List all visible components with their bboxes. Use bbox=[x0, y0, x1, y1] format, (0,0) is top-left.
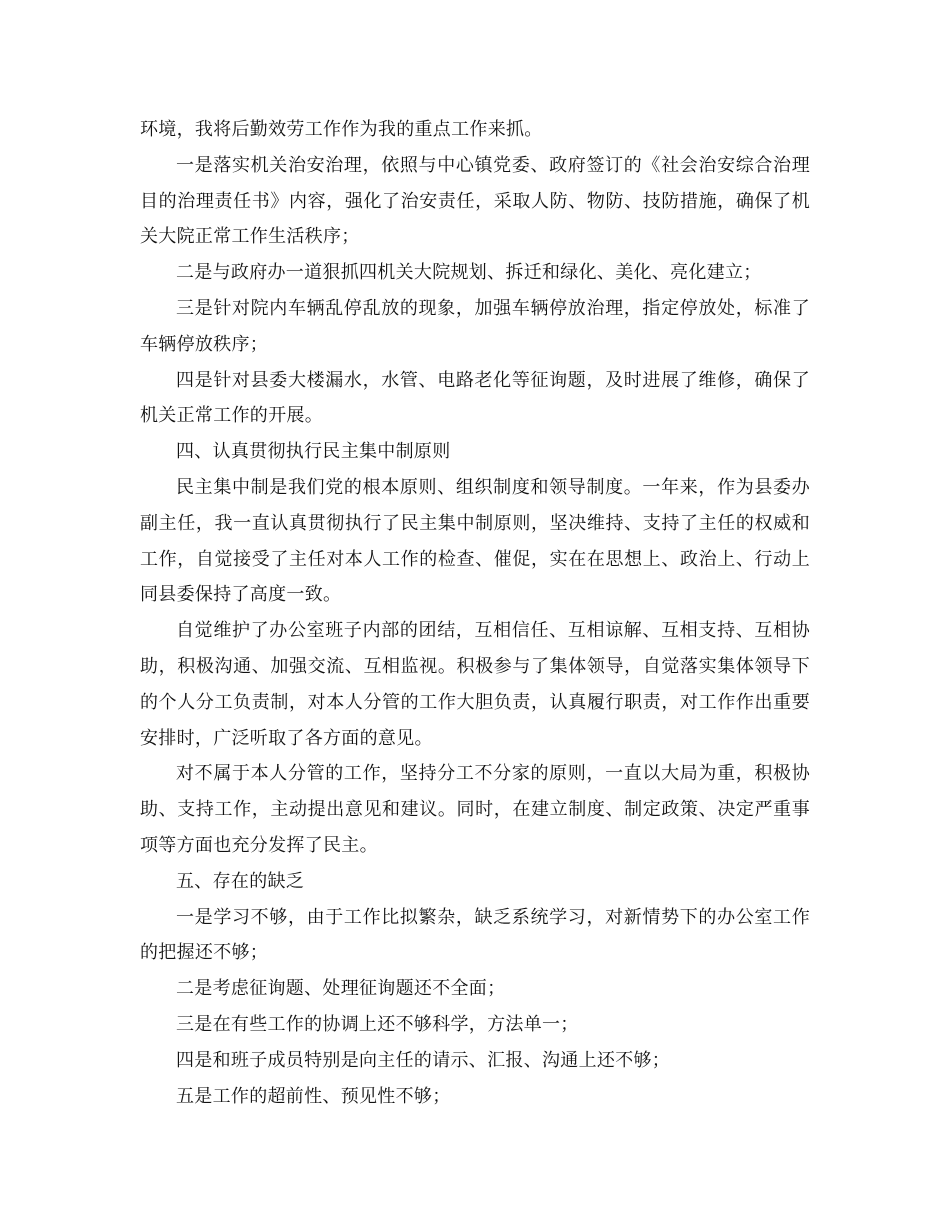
section-heading-5: 五、存在的缺乏 bbox=[176, 870, 305, 892]
document-body bbox=[140, 112, 810, 1114]
shortcoming-item-4: 四是和班子成员特别是向主任的请示、汇报、沟通上还不够； bbox=[176, 1049, 671, 1071]
paragraph-item-3: 三是针对院内车辆乱停乱放的现象，加强车辆停放治理，指定停放处，标准了车辆停放秩序； bbox=[140, 297, 810, 355]
paragraph-cooperation: 对不属于本人分管的工作，坚持分工不分家的原则，一直以大局为重，积极协助、支持工作，主动提出意见和建议。同时，在建立制度、制定政策、决定严重事项等方面也充分发挥了民主。 bbox=[140, 763, 810, 856]
shortcoming-item-5: 五是工作的超前性、预见性不够； bbox=[176, 1085, 451, 1107]
paragraph-continuation: 环境，我将后勤效劳工作作为我的重点工作来抓。 bbox=[140, 119, 543, 140]
paragraph-item-4: 四是针对县委大楼漏水，水管、电路老化等征询题，及时进展了维修，确保了机关正常工作的开展。 bbox=[140, 369, 810, 427]
shortcoming-item-3: 三是在有些工作的协调上还不够科学，方法单一； bbox=[176, 1013, 579, 1035]
paragraph-democratic-centralism: 民主集中制是我们党的根本原则、组织制度和领导制度。一年来，作为县委办副主任，我一直认真贯彻执行了民主集中制原则，坚决维持、支持了主任的权威和工作，自觉接受了主任对本人工作的检查、催促，实在在思想上、政治上、行动上同县委保持了高度一致。 bbox=[140, 476, 810, 606]
shortcoming-item-2: 二是考虑征询题、处理征询题还不全面； bbox=[176, 978, 506, 1000]
paragraph-item-1: 一是落实机关治安治理，依照与中心镇党委、政府签订的《社会治安综合治理目的治理责任书》内容，强化了治安责任，采取人防、物防、技防措施，确保了机关大院正常工作生活秩序； bbox=[140, 154, 810, 248]
paragraph-item-2: 二是与政府办一道狠抓四机关大院规划、拆迁和绿化、美化、亮化建立； bbox=[176, 262, 762, 284]
shortcoming-item-1: 一是学习不够，由于工作比拟繁杂，缺乏系统学习，对新情势下的办公室工作的把握还不够； bbox=[140, 906, 810, 964]
paragraph-team-unity: 自觉维护了办公室班子内部的团结，互相信任、互相谅解、互相支持、互相协助，积极沟通、加强交流、互相监视。积极参与了集体领导，自觉落实集体领导下的个人分工负责制，对本人分管的工作大胆负责，认真履行职责，对工作作出重要安排时，广泛听取了各方面的意见。 bbox=[140, 620, 810, 749]
section-heading-4: 四、认真贯彻执行民主集中制原则 bbox=[176, 441, 451, 463]
